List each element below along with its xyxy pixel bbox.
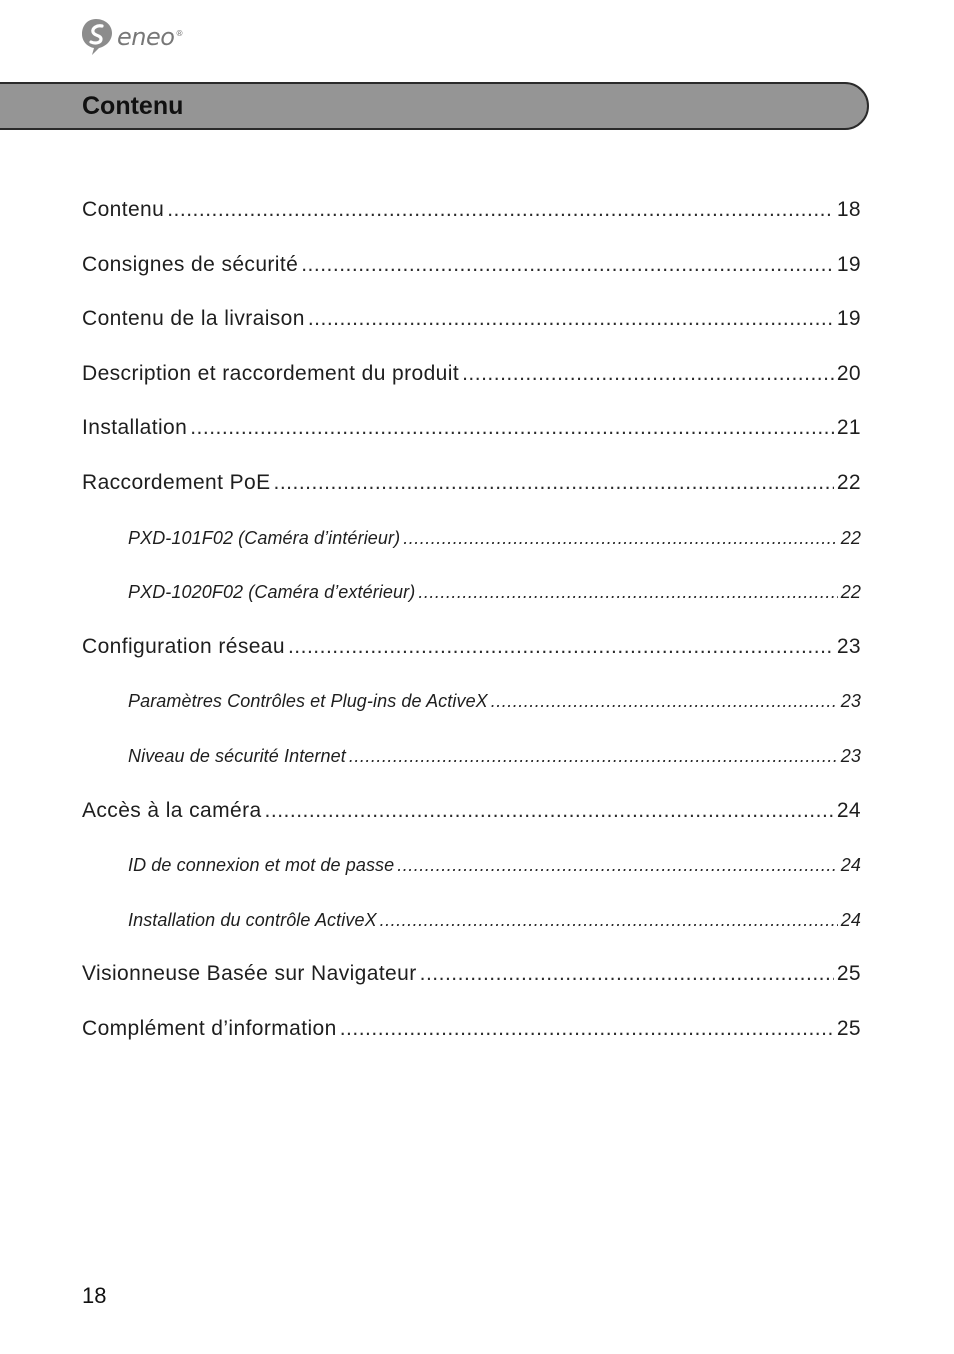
toc-entry-label: Contenu de la livraison — [82, 307, 305, 331]
eneo-logo-icon — [80, 17, 114, 57]
toc-entry[interactable] — [82, 736, 861, 791]
toc-leader-dots — [167, 190, 834, 230]
toc-entry[interactable] — [82, 681, 861, 736]
toc-entry-page: 19 — [836, 252, 861, 276]
toc-leader-dots — [190, 408, 834, 448]
toc-leader-dots — [403, 518, 838, 558]
toc-leader-dots — [265, 791, 834, 831]
toc-entry-label: Configuration réseau — [82, 634, 285, 658]
toc-entry[interactable] — [82, 518, 861, 573]
toc-entry-page: 24 — [836, 798, 861, 822]
toc-leader-dots — [349, 736, 838, 776]
toc-leader-dots — [380, 900, 838, 940]
toc-entry[interactable] — [82, 463, 861, 518]
toc-leader-dots — [418, 572, 837, 612]
toc-entry-page: 23 — [836, 634, 861, 658]
toc-leader-dots — [491, 681, 838, 721]
toc-entry[interactable] — [82, 954, 861, 1009]
toc-leader-dots — [420, 954, 834, 994]
toc-entry[interactable] — [82, 627, 861, 682]
toc-entry[interactable] — [82, 572, 861, 627]
toc-entry[interactable] — [82, 408, 861, 463]
toc-entry-page: 24 — [840, 909, 861, 930]
toc-entry-label: Description et raccordement du produit — [82, 361, 460, 385]
toc-entry-page: 20 — [836, 361, 861, 385]
toc-entry-page: 23 — [840, 691, 861, 712]
toc-entry-page: 21 — [836, 416, 861, 440]
toc-entry-label: Contenu — [82, 198, 165, 221]
toc-leader-dots — [274, 463, 834, 503]
logo-wordmark: eneo® — [117, 23, 183, 51]
toc-entry-label: Accès à la caméra — [82, 798, 262, 822]
toc-leader-dots — [462, 354, 834, 394]
toc-entry-page: 24 — [840, 855, 861, 876]
toc-entry[interactable] — [82, 1009, 861, 1064]
toc-entry[interactable] — [82, 791, 861, 846]
toc-entry-page: 22 — [840, 527, 861, 548]
toc-entry-label: Installation — [82, 416, 188, 440]
toc-leader-dots — [340, 1009, 834, 1049]
toc-entry-label: PXD-101F02 (Caméra d’intérieur) — [128, 527, 401, 548]
toc-entry-page: 23 — [840, 745, 861, 766]
toc-leader-dots — [397, 845, 838, 885]
page-title: Contenu — [82, 92, 184, 120]
toc-entry-label: Niveau de sécurité Internet — [128, 745, 346, 766]
toc-entry-page: 22 — [836, 470, 861, 494]
toc-entry[interactable] — [82, 245, 861, 300]
toc-entry-page: 18 — [836, 198, 861, 221]
section-title-bar — [0, 82, 869, 130]
toc-leader-dots — [301, 245, 834, 285]
table-of-contents — [82, 190, 861, 1064]
toc-entry-label: PXD-1020F02 (Caméra d’extérieur) — [128, 582, 416, 603]
toc-entry-label: Consignes de sécurité — [82, 252, 299, 276]
brand-logo — [80, 17, 183, 57]
toc-entry-page: 22 — [840, 582, 861, 603]
toc-entry-page: 19 — [836, 307, 861, 331]
toc-entry[interactable] — [82, 354, 861, 409]
toc-leader-dots — [288, 627, 834, 667]
toc-entry[interactable] — [82, 190, 861, 245]
toc-entry-label: Visionneuse Basée sur Navigateur — [82, 962, 417, 986]
toc-entry-label: ID de connexion et mot de passe — [128, 855, 395, 876]
toc-entry-label: Paramètres Contrôles et Plug-ins de ActiveX — [128, 691, 488, 712]
toc-entry-label: Raccordement PoE — [82, 470, 271, 494]
toc-leader-dots — [308, 299, 834, 339]
toc-entry-page: 25 — [836, 962, 861, 986]
toc-entry-label: Complément d’information — [82, 1016, 337, 1040]
page-number: 18 — [82, 1283, 107, 1308]
toc-entry-page: 25 — [836, 1016, 861, 1040]
toc-entry[interactable] — [82, 900, 861, 955]
toc-entry[interactable] — [82, 845, 861, 900]
toc-entry[interactable] — [82, 299, 861, 354]
toc-entry-label: Installation du contrôle ActiveX — [128, 909, 377, 930]
